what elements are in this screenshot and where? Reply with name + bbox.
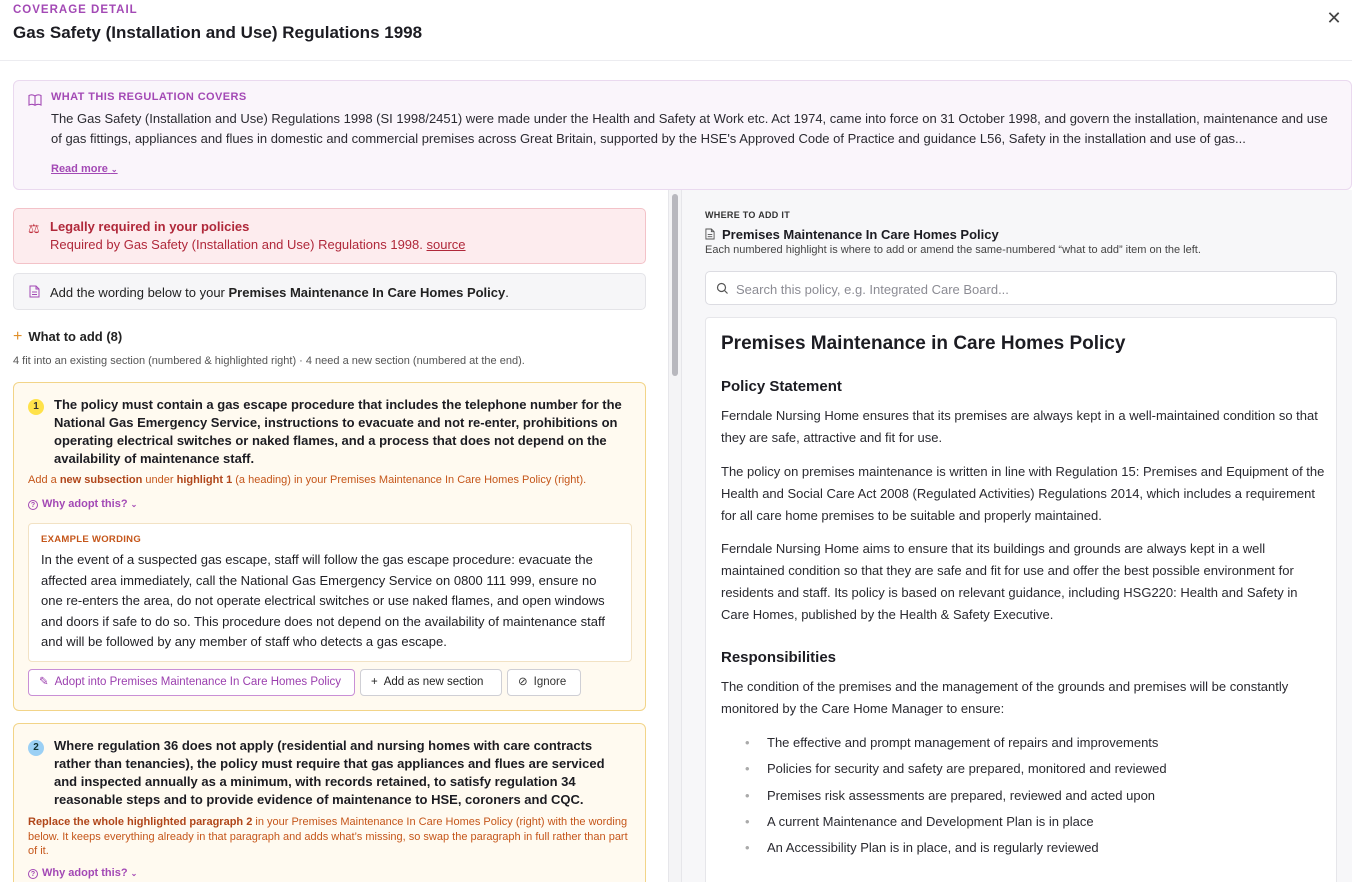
where-policy-name: Premises Maintenance In Care Homes Policy (722, 227, 999, 242)
list-item: • An Accessibility Plan is in place, and is regularly reviewed (721, 835, 1167, 861)
instr-part: under (142, 474, 177, 486)
what-to-add-toggle[interactable] (13, 328, 122, 346)
why-adopt-toggle[interactable] (28, 867, 137, 879)
read-more-link[interactable] (51, 163, 118, 175)
section-heading: Responsibilities (721, 649, 837, 666)
document-icon (705, 228, 715, 240)
why-adopt-label: Why adopt this? (42, 867, 128, 879)
legal-text-line (50, 237, 466, 252)
what-to-add-title: What to add (8) (28, 329, 123, 344)
responsibility-list (721, 730, 1167, 861)
header-eyebrow: COVERAGE DETAIL (13, 4, 138, 16)
item-number-badge: 1 (28, 399, 44, 415)
scrollbar-thumb[interactable] (672, 194, 678, 376)
requirement-card (13, 723, 646, 882)
requirement-card (13, 382, 646, 711)
new-section-label: Add as new section (383, 676, 484, 688)
summary-label: WHAT THIS REGULATION COVERS (51, 91, 247, 103)
instruction-text (28, 815, 628, 859)
instr-part: highlight 1 (176, 474, 233, 486)
instr-part: Add a (28, 474, 60, 486)
where-policy (705, 227, 999, 242)
list-item: • A current Maintenance and Development Plan is in place (721, 809, 1167, 835)
plus-icon: + (371, 676, 378, 688)
source-link[interactable]: source (426, 237, 466, 252)
add-wording-suffix: . (505, 285, 509, 300)
edit-icon: ✎ (39, 676, 49, 688)
instr-part: (a heading) in your Premises Maintenance In Care Homes Policy (right). (232, 474, 587, 486)
paragraph: The policy on premises maintenance is written in line with Regulation 15: Premises and Equipment of the Health and Social Care Act 2008 (Regulated Activities) Regulations 2014, which includes a requirement for all care home premises to be suitable and properly maintained. (721, 464, 1325, 523)
instr-part: new subsection (59, 474, 143, 486)
policy-search (705, 271, 1337, 305)
list-item: • Premises risk assessments are prepared, reviewed and acted upon (721, 783, 1167, 809)
why-adopt-toggle[interactable] (28, 498, 137, 510)
modal-header (0, 0, 1352, 61)
list-item: • The effective and prompt management of repairs and improvements (721, 730, 1167, 756)
requirement-text: Where regulation 36 does not apply (residential and nursing homes with care contracts rather than tenancies), the policy must require that gas appliances and flues are serviced and inspected annually as a minimum, with records retained, to satisfy regulation 34 reasonable steps and to provide evidence of maintenance to HSE, coroners and CQC. (54, 738, 605, 807)
instruction-text (28, 473, 628, 488)
add-wording-policy: Premises Maintenance In Care Homes Policy (228, 285, 506, 300)
add-wording-prefix: Add the wording below to your (50, 285, 225, 300)
summary-text: The Gas Safety (Installation and Use) Regulations 1998 (SI 1998/2451) were made under the Health and Safety at Work etc. Act 1974, came into force on 31 October 1998, and govern the installation, maintenance and use of gas fittings, appliances and flues in domestic and commercial premises across Great Britain, supported by the HSE's Approved Code of Practice and guidance L56, Safety in the installation and use of gas... (51, 111, 1328, 146)
list-item: • Policies for security and safety are prepared, monitored and reviewed (721, 756, 1167, 782)
chevron-down-icon: ⌄ (110, 165, 118, 174)
policy-document (705, 317, 1337, 882)
legal-text: Required by Gas Safety (Installation and Use) Regulations 1998. (50, 237, 423, 252)
search-icon (716, 282, 729, 295)
scrollbar[interactable] (668, 190, 682, 882)
search-input[interactable] (736, 279, 1326, 299)
ignore-label: Ignore (533, 676, 567, 688)
section-heading: Policy Statement (721, 378, 842, 395)
legal-title: Legally required in your policies (50, 219, 250, 234)
close-icon[interactable]: ✕ (1326, 8, 1342, 28)
why-adopt-label: Why adopt this? (42, 498, 128, 510)
example-label: EXAMPLE WORDING (41, 534, 142, 545)
requirement-text: The policy must contain a gas escape procedure that includes the telephone number for the National Gas Emergency Service, instructions to evacuate and not re-enter, prohibitions on operating electrical switches or naked flames, and a process that does not depend on the availability of maintenance staff. (54, 397, 622, 466)
where-label: WHERE TO ADD IT (705, 210, 790, 220)
book-icon (28, 93, 42, 107)
adopt-label: Adopt into Premises Maintenance In Care Homes Policy (54, 676, 341, 688)
question-icon: ? (28, 869, 38, 879)
legal-requirement-alert (13, 208, 646, 264)
page-title: Gas Safety (Installation and Use) Regulations 1998 (13, 23, 423, 42)
instr-part: Replace the whole highlighted paragraph 2 (28, 816, 253, 828)
eye-off-icon: ⊘ (518, 676, 528, 688)
add-wording-banner (13, 273, 646, 310)
read-more-label: Read more (51, 163, 108, 175)
adopt-button[interactable] (28, 669, 355, 696)
instr-part: in your Premises Maintenance In Care Homes Policy (right) with the wording below. It keeps everything already in that paragraph and adds what’s missing, so swap the paragraph in full rather than part of it. (28, 816, 628, 857)
where-note: Each numbered highlight is where to add or amend the same-numbered “what to add” item on the left. (705, 244, 1201, 256)
paragraph: Ferndale Nursing Home ensures that its premises are always kept in a well-maintained condition so that they are safe, attractive and fit for use. (721, 408, 1318, 445)
example-wording: In the event of a suspected gas escape, staff will follow the gas escape procedure: evacuate the affected area immediately, call the National Gas Emergency Service on 0800 111 999, ensure no one re-enters the area, do not operate electrical switches or use naked flames, and open windows and doors if safe to do so. This procedure does not depend on the availability of maintenance staff and will be followed by any member of staff who detects a gas escape. (41, 552, 605, 649)
fit-note: 4 fit into an existing section (numbered & highlighted right) · 4 need a new section (numbered at the end). (13, 355, 525, 367)
right-panel (682, 190, 1352, 882)
scales-icon: ⚖ (28, 221, 40, 236)
document-title: Premises Maintenance in Care Homes Policy (721, 333, 1126, 354)
paragraph: The condition of the premises and the management of the grounds and premises will be constantly monitored by the Care Home Manager to ensure: (721, 679, 1289, 716)
plus-icon: + (13, 328, 23, 345)
item-number-badge: 2 (28, 740, 44, 756)
left-panel (0, 190, 668, 882)
add-new-section-button[interactable] (360, 669, 502, 696)
paragraph: Ferndale Nursing Home aims to ensure that its buildings and grounds are always kept in a well maintained condition so that they are safe and fit for use and offer the best possible environment for residents and staff. Its policy is based on relevant guidance, including HSG220: Health and Safety in Care Homes, published by the Health & Safety Executive. (721, 541, 1298, 622)
chevron-down-icon: ⌄ (130, 869, 138, 878)
chevron-down-icon: ⌄ (130, 500, 138, 509)
document-icon (29, 285, 40, 298)
add-wording-text (50, 285, 509, 300)
example-wording-box (28, 523, 632, 662)
question-icon: ? (28, 500, 38, 510)
regulation-summary (13, 80, 1352, 190)
ignore-button[interactable] (507, 669, 581, 696)
